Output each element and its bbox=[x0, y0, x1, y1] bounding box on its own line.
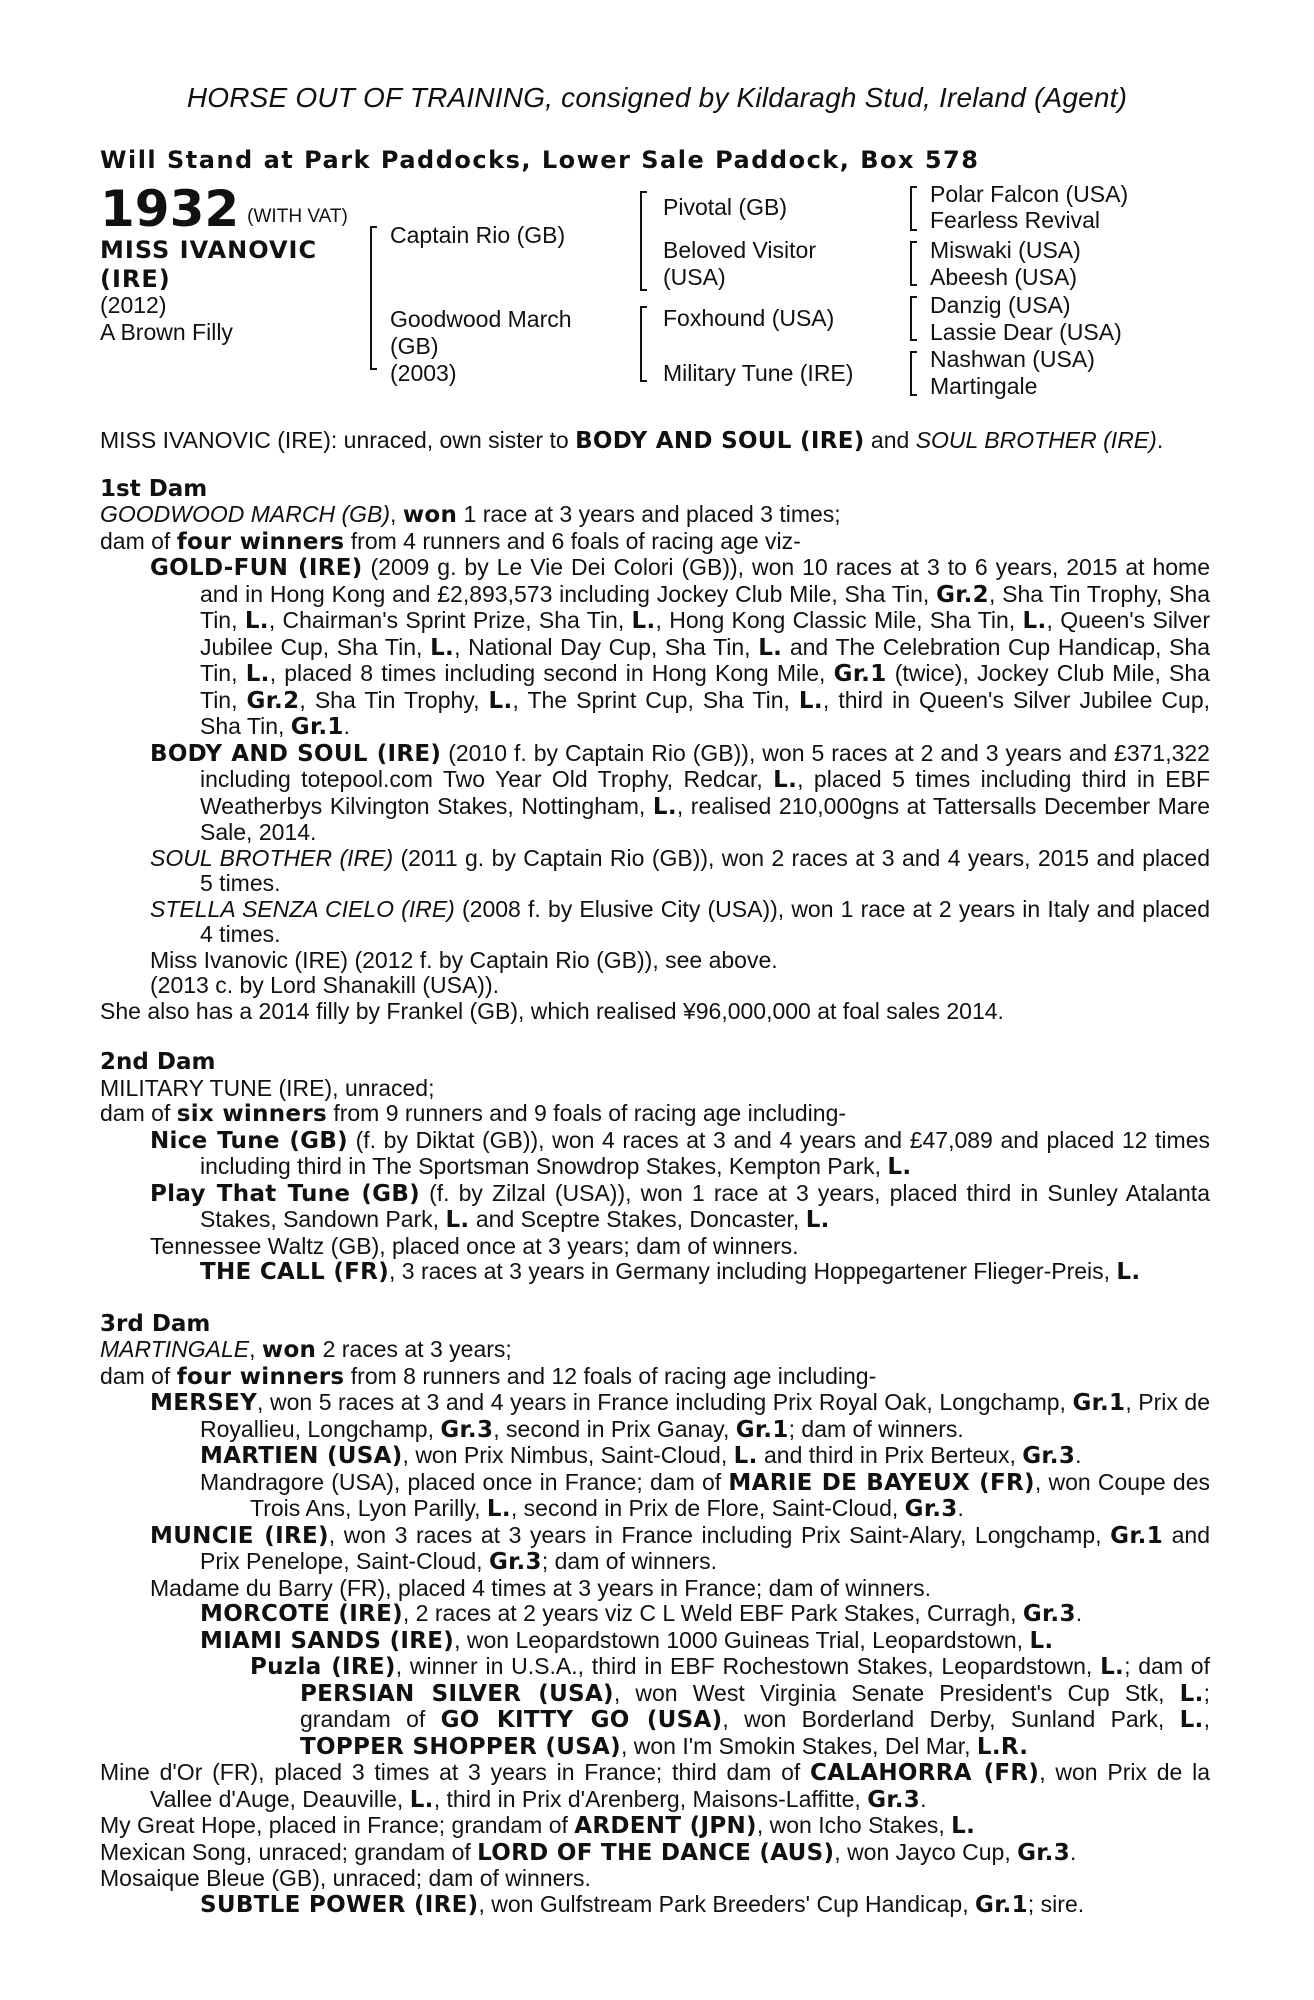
produce-madame-du-barry: Madame du Barry (FR), placed 4 times at 3 years in France; dam of winners. bbox=[150, 1574, 932, 1601]
horse-name bbox=[100, 236, 317, 294]
produce-stella-senza-cielo: STELLA SENZA CIELO (IRE) (2008 f. by Elusive City (USA)), won 1 race at 2 years in Italy and placed 4 times. bbox=[150, 895, 1211, 947]
page-header: HORSE OUT OF TRAINING, consigned by Kildaragh Stud, Ireland (Agent) bbox=[186, 82, 1128, 113]
produce-miss-ivanovic: Miss Ivanovic (IRE) (2012 f. by Captain Rio (GB)), see above. bbox=[150, 946, 778, 973]
pedigree-gen3-5: Danzig (USA) bbox=[930, 292, 1071, 318]
second-dam-line1: MILITARY TUNE (IRE), unraced; bbox=[100, 1074, 435, 1101]
first-dam-title: 1st Dam bbox=[100, 475, 208, 502]
produce-puzla: Puzla (IRE), winner in U.S.A., third in EBF Rochestown Stakes, Leopardstown, L.; dam of PERSIAN SILVER (USA), won West Virginia Senate President's Cup Stk, L.; grandam of GO KITTY GO (USA), won Borderland Derby, Sunland Park, L., TOPPER SHOPPER (USA), won I'm Smokin Stakes, Del Mar, L.R. bbox=[250, 1653, 1210, 1760]
lot-heading bbox=[100, 180, 348, 238]
pedigree-sire-dam-line1: Beloved Visitor bbox=[663, 237, 816, 263]
produce-play-that-tune: Play That Tune (GB) (f. by Zilzal (USA)), won 1 race at 3 years, placed third in Sunley Atalanta Stakes, Sandown Park, L. and Sceptre Stakes, Doncaster, L. bbox=[150, 1179, 1210, 1233]
catalogue-body bbox=[100, 428, 1210, 1918]
stand-location: Will Stand at Park Paddocks, Lower Sale Paddock, Box 578 bbox=[100, 146, 980, 174]
pedigree-gen3-8: Martingale bbox=[930, 373, 1038, 399]
pedigree-bracket-3d bbox=[910, 351, 912, 396]
produce-soul-brother: SOUL BROTHER (IRE) (2011 g. by Captain Rio (GB)), won 2 races at 3 and 4 years, 2015 and placed 5 times. bbox=[150, 844, 1210, 896]
pedigree-dam-line2: (GB) bbox=[390, 333, 439, 359]
produce-muncie: MUNCIE (IRE), won 3 races at 3 years in France including Prix Saint-Alary, Longchamp, Gr.1 and Prix Penelope, Saint-Cloud, Gr.3; dam of winners. bbox=[150, 1521, 1211, 1575]
pedigree-dam-sire: Foxhound (USA) bbox=[663, 305, 835, 331]
horse-meta bbox=[100, 292, 233, 346]
produce-mersey: MERSEY, won 5 races at 3 and 4 years in France including Prix Royal Oak, Longchamp, Gr.1, Prix de Royallieu, Longchamp, Gr.3, second in Prix Ganay, Gr.1; dam of winners. bbox=[150, 1389, 1210, 1443]
produce-mosaique-bleue: Mosaique Bleue (GB), unraced; dam of winners. bbox=[100, 1865, 591, 1891]
produce-martien: MARTIEN (USA), won Prix Nimbus, Saint-Cloud, L. and third in Prix Berteux, Gr.3. bbox=[200, 1442, 1082, 1469]
pedigree-bracket-3a bbox=[910, 186, 912, 231]
horse-name-line2: (IRE) bbox=[100, 265, 171, 293]
produce-the-call: THE CALL (FR), 3 races at 3 years in Germany including Hoppegartener Flieger-Preis, L. bbox=[200, 1258, 1141, 1285]
pedigree-sire-dam-line2: (USA) bbox=[663, 264, 726, 290]
horse-name-line1: MISS IVANOVIC bbox=[100, 236, 318, 264]
second-dam-title: 2nd Dam bbox=[100, 1049, 216, 1075]
produce-gold-fun: GOLD-FUN (IRE) (2009 g. by Le Vie Dei Colori (GB)), won 10 races at 3 to 6 years, 2015 at home and in Hong Kong and £2,893,573 including Jockey Club Mile, Sha Tin, Gr.2, Sha Tin Trophy, Sha Tin, L., Chairman's Sprint Prize, Sha Tin, L., Hong Kong Classic Mile, Sha Tin, L., Queen's Silver Jubilee Cup, Sha Tin, L., National Day Cup, Sha Tin, L. and The Celebration Cup Handicap, Sha Tin, L., placed 8 times including second in Hong Kong Mile, Gr.1 (twice), Jockey Club Mile, Sha Tin, Gr.2, Sha Tin Trophy, L., The Sprint Cup, Sha Tin, L., third in Queen's Silver Jubilee Cup, Sha Tin, Gr.1. bbox=[150, 554, 1211, 740]
pedigree-bracket-3c bbox=[910, 296, 912, 341]
pedigree-bracket-1 bbox=[370, 226, 372, 370]
produce-nice-tune: Nice Tune (GB) (f. by Diktat (GB)), won 4 races at 3 and 4 years and £47,089 and placed 12 times including third in The Sportsman Snowdrop Stakes, Kempton Park, L. bbox=[150, 1126, 1210, 1180]
pedigree-dam-line3: (2003) bbox=[390, 360, 457, 386]
produce-2014-filly: She also has a 2014 filly by Frankel (GB), which realised ¥96,000,000 at foal sales 2014. bbox=[100, 997, 1004, 1024]
pedigree-bracket-2-top bbox=[640, 191, 642, 291]
produce-mandragore: Mandragore (USA), placed once in France; dam of MARIE DE BAYEUX (FR), won Coupe des Trois Ans, Lyon Parilly, L., second in Prix de Flore, Saint-Cloud, Gr.3. bbox=[200, 1468, 1210, 1522]
produce-my-great-hope: My Great Hope, placed in France; grandam of ARDENT (JPN), won Icho Stakes, L. bbox=[100, 1812, 976, 1839]
pedigree-bracket-2-bottom bbox=[640, 306, 642, 382]
first-dam-line1: GOODWOOD MARCH (GB), won 1 race at 3 years and placed 3 times; bbox=[100, 501, 841, 528]
lot-vat: (WITH VAT) bbox=[247, 206, 348, 227]
produce-mine-dor: Mine d'Or (FR), placed 3 times at 3 years in France; third dam of CALAHORRA (FR), won Prix de la Vallee d'Auge, Deauville, L., third in Prix d'Arenberg, Maisons-Laffitte, Gr.3. bbox=[100, 1759, 1210, 1813]
third-dam-line2: dam of four winners from 8 runners and 12 foals of racing age including- bbox=[100, 1362, 877, 1390]
third-dam-title: 3rd Dam bbox=[100, 1310, 211, 1337]
pedigree-sire-sire: Pivotal (GB) bbox=[663, 194, 787, 220]
horse-year: (2012) bbox=[100, 292, 167, 318]
pedigree-sire-dam bbox=[663, 237, 816, 291]
produce-body-and-soul: BODY AND SOUL (IRE) (2010 f. by Captain Rio (GB)), won 5 races at 2 and 3 years and £371,322 including totepool.com Two Year Old Trophy, Redcar, L., placed 5 times including third in EBF Weatherbys Kilvington Stakes, Nottingham, L., realised 210,000gns at Tattersalls December Mare Sale, 2014. bbox=[150, 739, 1210, 845]
pedigree-gen3-3: Miswaki (USA) bbox=[930, 237, 1081, 263]
produce-miami-sands: MIAMI SANDS (IRE), won Leopardstown 1000 Guineas Trial, Leopardstown, L. bbox=[200, 1626, 1054, 1654]
pedigree-gen3-2: Fearless Revival bbox=[930, 207, 1100, 233]
pedigree-gen3-4: Abeesh (USA) bbox=[930, 264, 1078, 290]
produce-mexican-song: Mexican Song, unraced; grandam of LORD OF THE DANCE (AUS), won Jayco Cup, Gr.3. bbox=[100, 1838, 1077, 1866]
lot-number: 1932 bbox=[100, 180, 240, 238]
produce-2013-colt: (2013 c. by Lord Shanakill (USA)). bbox=[150, 972, 499, 998]
produce-subtle-power: SUBTLE POWER (IRE), won Gulfstream Park Breeders' Cup Handicap, Gr.1; sire. bbox=[200, 1890, 1085, 1918]
first-dam-line2: dam of four winners from 4 runners and 6 foals of racing age viz- bbox=[100, 527, 801, 555]
pedigree-gen3-1: Polar Falcon (USA) bbox=[930, 181, 1129, 207]
horse-description: A Brown Filly bbox=[100, 319, 233, 345]
pedigree-gen3-7: Nashwan (USA) bbox=[930, 346, 1095, 372]
produce-tennessee-waltz: Tennessee Waltz (GB), placed once at 3 years; dam of winners. bbox=[150, 1232, 799, 1259]
pedigree-sire: Captain Rio (GB) bbox=[390, 222, 566, 248]
third-dam-line1: MARTINGALE, won 2 races at 3 years; bbox=[100, 1336, 512, 1363]
intro-paragraph: MISS IVANOVIC (IRE): unraced, own sister to BODY AND SOUL (IRE) and SOUL BROTHER (IRE). bbox=[100, 427, 1164, 454]
pedigree-dam-dam: Military Tune (IRE) bbox=[663, 360, 854, 386]
pedigree-dam bbox=[390, 306, 572, 387]
pedigree-dam-line1: Goodwood March bbox=[390, 306, 572, 332]
produce-morcote: MORCOTE (IRE), 2 races at 2 years viz C L Weld EBF Park Stakes, Curragh, Gr.3. bbox=[200, 1600, 1083, 1627]
pedigree-gen3-6: Lassie Dear (USA) bbox=[930, 319, 1122, 345]
pedigree-bracket-3b bbox=[910, 241, 912, 286]
second-dam-line2: dam of six winners from 9 runners and 9 foals of racing age including- bbox=[100, 1100, 847, 1127]
